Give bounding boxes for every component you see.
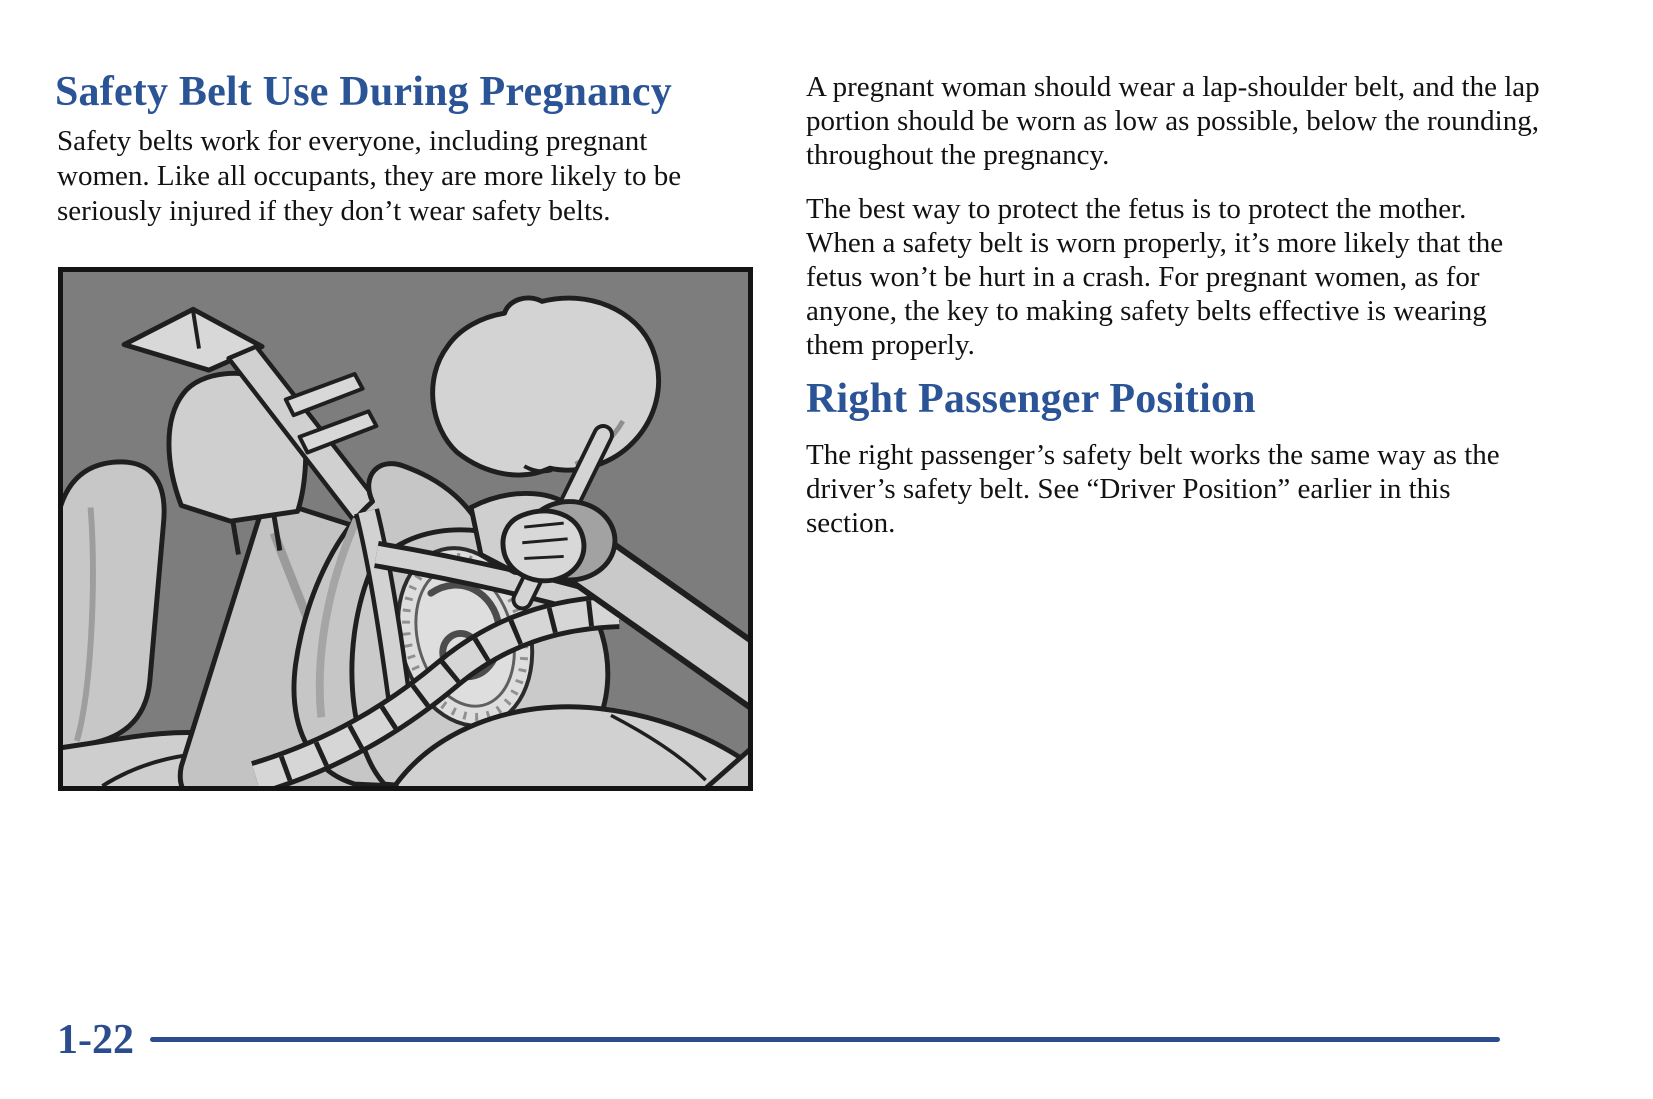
page-number: 1-22 <box>57 1017 134 1063</box>
footer-rule <box>150 1037 1500 1042</box>
pregnancy-belt-advice-paragraph: A pregnant woman should wear a lap-shoulder belt, and the lap portion should be worn as low as possible, below the rounding, throughout the pregnancy. <box>806 71 1540 171</box>
seatbelt-illustration-frame <box>58 267 753 791</box>
section-heading-right-passenger: Right Passenger Position <box>806 376 1256 422</box>
pregnant-woman-seatbelt-illustration <box>63 272 748 786</box>
fetus-protection-paragraph: The best way to protect the fetus is to protect the mother. When a safety belt is worn properly, it’s more likely that the fetus won’t be hurt in a crash. For pregnant women, as for anyone, the key to making safety belts effective is wearing them properly. <box>806 193 1504 361</box>
section-heading-pregnancy: Safety Belt Use During Pregnancy <box>55 69 672 115</box>
pregnancy-intro-paragraph: Safety belts work for everyone, including pregnant women. Like all occupants, they are more likely to be seriously injured if they don’t wear safety belts. <box>57 125 682 227</box>
right-passenger-paragraph: The right passenger’s safety belt works the same way as the driver’s safety belt. See “Driver Position” earlier in this section. <box>806 438 1500 539</box>
